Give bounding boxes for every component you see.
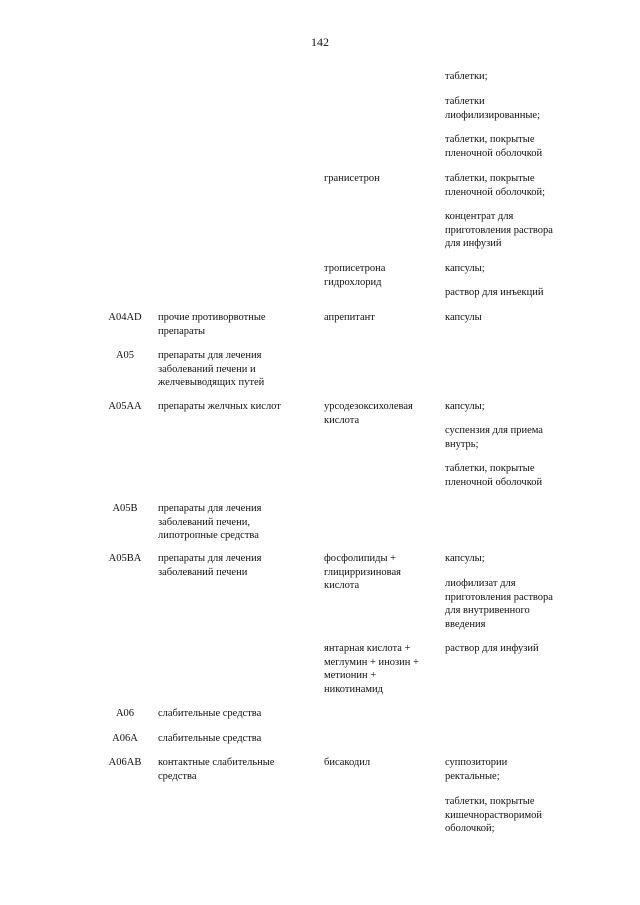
dosage-form: капсулы: [445, 312, 482, 323]
dosage-form: концентрат для приготовления раствора для инфузий: [445, 211, 553, 250]
atc-group: препараты для лечения заболеваний печени и желчевыводящих путей: [158, 350, 265, 389]
drug-name: фосфолипиды + глицирризиновая кислота: [324, 553, 401, 592]
drug-name: бисакодил: [324, 757, 371, 768]
dosage-form: таблетки, покрытые пленочной оболочкой: [445, 463, 543, 488]
drug-name: янтарная кислота + меглумин + инозин + метионин + никотинамид: [324, 643, 419, 695]
atc-group: препараты желчных кислот: [158, 401, 281, 412]
atc-code: A04AD: [108, 312, 142, 323]
dosage-form: раствор для инфузий: [445, 643, 539, 654]
dosage-form: таблетки, покрытые кишечнорастворимой оболочкой;: [445, 796, 543, 835]
page-number: 142: [311, 35, 329, 49]
atc-group: контактные слабительные средства: [158, 757, 275, 782]
atc-group: прочие противорвотные препараты: [158, 312, 266, 337]
dosage-form: капсулы;: [445, 553, 485, 564]
atc-code: A05B: [112, 503, 138, 514]
dosage-form: таблетки лиофилизированные;: [445, 96, 541, 121]
dosage-form: капсулы;: [445, 263, 485, 274]
atc-code: A05: [115, 350, 135, 361]
atc-code: A06: [115, 708, 135, 719]
dosage-form: лиофилизат для приготовления раствора для внутривенного введения: [445, 578, 553, 630]
drug-name: апрепитант: [324, 312, 375, 323]
dosage-form: капсулы;: [445, 401, 485, 412]
drug-name: трописетрона гидрохлорид: [324, 263, 386, 288]
atc-code: A05AA: [108, 401, 142, 412]
dosage-form: раствор для инъекций: [445, 287, 544, 298]
atc-code: A05BA: [108, 553, 142, 564]
dosage-form: суппозитории ректальные;: [445, 757, 508, 782]
drug-name: урсодезоксихолевая кислота: [324, 401, 413, 426]
dosage-form: таблетки, покрытые пленочной оболочкой;: [445, 173, 546, 198]
atc-group: препараты для лечения заболеваний печени: [158, 553, 262, 578]
atc-code: A06A: [112, 733, 138, 744]
atc-group: слабительные средства: [158, 708, 262, 719]
atc-code: A06AB: [108, 757, 142, 768]
dosage-form: таблетки;: [445, 71, 488, 82]
dosage-form: таблетки, покрытые пленочной оболочкой: [445, 134, 543, 159]
drug-name: гранисетрон: [324, 173, 380, 184]
atc-group: слабительные средства: [158, 733, 262, 744]
atc-group: препараты для лечения заболеваний печени, липотропные средства: [158, 503, 262, 542]
dosage-form: суспензия для приема внутрь;: [445, 425, 543, 450]
